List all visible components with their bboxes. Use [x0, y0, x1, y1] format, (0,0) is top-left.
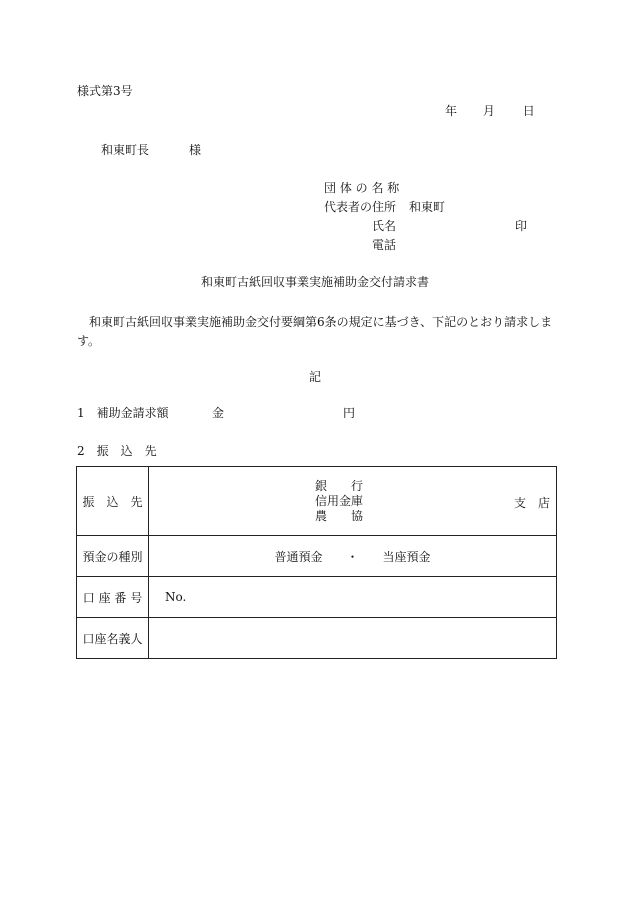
- deposit-type-separator: ・: [346, 549, 359, 564]
- seal-mark: 印: [515, 219, 528, 233]
- item1-yen: 円: [343, 406, 356, 420]
- date-year: 年: [445, 104, 458, 118]
- deposit-type-ordinary: 普通預金: [274, 549, 323, 564]
- bank-type-nokyo: 農 協: [315, 509, 364, 523]
- branch-label: 支 店: [513, 496, 550, 510]
- bank-row-deposit-type: [77, 536, 557, 577]
- org-name-label: 団 体 の 名 称: [324, 181, 400, 195]
- transfer-label: 振 込 先: [77, 467, 149, 536]
- form-number: 様式第3号: [77, 84, 133, 98]
- address-value: 和東町: [409, 200, 446, 214]
- item1-kin: 金: [212, 406, 225, 420]
- bank-table: [76, 466, 557, 659]
- bank-types: [315, 479, 363, 524]
- account-holder-label: 口座名義人: [77, 618, 149, 659]
- bank-row-account-number: [77, 577, 557, 618]
- bank-type-shinkin: 信用金庫: [315, 494, 364, 508]
- date-day: 日: [522, 104, 535, 118]
- item1-label: 1 補助金請求額: [77, 406, 169, 420]
- deposit-type-cell: [149, 536, 557, 577]
- document-title: 和東町古紙回収事業実施補助金交付請求書: [200, 275, 429, 289]
- phone-label: 電話: [372, 238, 397, 252]
- deposit-type-label: 預金の種別: [77, 536, 149, 577]
- bank-row-transfer: [77, 467, 557, 536]
- bank-name-cell: [149, 467, 557, 536]
- date-line: [445, 104, 535, 118]
- addressee-name: 和東町長: [101, 143, 150, 157]
- bank-row-account-holder: [77, 618, 557, 659]
- body-text: 和東町古紙回収事業実施補助金交付要綱第6条の規定に基づき、下記のとおり請求します。: [77, 315, 553, 348]
- ki-heading: 記: [308, 370, 321, 384]
- addressee-honorific: 様: [189, 143, 202, 157]
- account-number-label: 口 座 番 号: [77, 577, 149, 618]
- bank-type-bank: 銀 行: [315, 479, 364, 493]
- item1-claim-amount: [77, 406, 356, 420]
- name-label: 氏名: [372, 219, 397, 233]
- item2-label: 2 振 込 先: [77, 444, 157, 458]
- addressee: [101, 143, 201, 157]
- account-holder-cell: [149, 618, 557, 659]
- address-label: 代表者の住所: [324, 200, 397, 214]
- date-month: 月: [482, 104, 495, 118]
- account-number-cell: No.: [149, 577, 557, 618]
- deposit-type-current: 当座預金: [382, 549, 431, 564]
